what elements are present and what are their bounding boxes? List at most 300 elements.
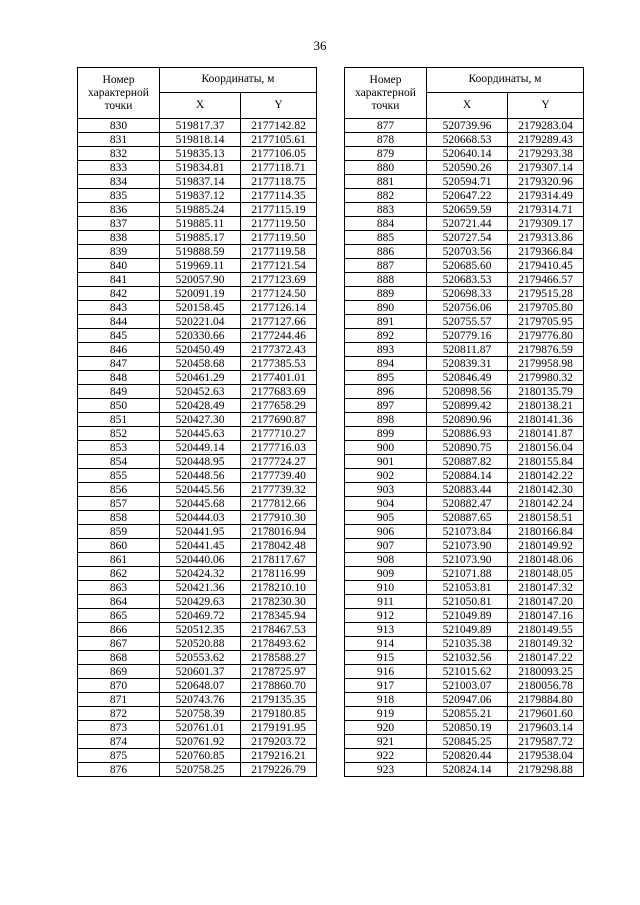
- y-coordinate-cell: 2178117.67: [241, 553, 317, 567]
- point-number-cell: 922: [345, 749, 427, 763]
- x-coordinate-cell: 520721.44: [427, 217, 508, 231]
- table-row: [78, 231, 317, 245]
- y-coordinate-cell: 2177724.27: [241, 455, 317, 469]
- table-row: [78, 413, 317, 427]
- x-coordinate-cell: 521050.81: [427, 595, 508, 609]
- point-number-cell: 862: [78, 567, 160, 581]
- y-coordinate-cell: 2180135.79: [508, 385, 584, 399]
- table-row: [345, 161, 584, 175]
- x-coordinate-cell: 519817.37: [160, 119, 241, 133]
- x-coordinate-cell: 520553.62: [160, 651, 241, 665]
- x-coordinate-cell: 520057.90: [160, 273, 241, 287]
- x-coordinate-cell: 520756.06: [427, 301, 508, 315]
- point-number-cell: 861: [78, 553, 160, 567]
- table-row: [78, 287, 317, 301]
- point-number-cell: 901: [345, 455, 427, 469]
- table-row: [78, 721, 317, 735]
- table-row: [345, 693, 584, 707]
- table-row: [78, 217, 317, 231]
- y-coordinate-cell: 2177121.54: [241, 259, 317, 273]
- x-coordinate-cell: 520441.45: [160, 539, 241, 553]
- x-coordinate-cell: 520855.21: [427, 707, 508, 721]
- y-coordinate-cell: 2179587.72: [508, 735, 584, 749]
- x-coordinate-cell: 520440.06: [160, 553, 241, 567]
- point-number-cell: 876: [78, 763, 160, 777]
- x-coordinate-cell: 520947.06: [427, 693, 508, 707]
- x-coordinate-cell: 519835.13: [160, 147, 241, 161]
- table-row: [345, 119, 584, 133]
- x-coordinate-cell: 521015.62: [427, 665, 508, 679]
- x-coordinate-cell: 520683.53: [427, 273, 508, 287]
- table-body: [78, 119, 317, 777]
- table-row: [345, 665, 584, 679]
- x-coordinate-cell: 520761.92: [160, 735, 241, 749]
- y-coordinate-cell: 2180056.78: [508, 679, 584, 693]
- x-coordinate-cell: 519837.12: [160, 189, 241, 203]
- y-coordinate-cell: 2178860.70: [241, 679, 317, 693]
- x-coordinate-cell: 520449.14: [160, 441, 241, 455]
- table-row: [78, 609, 317, 623]
- y-coordinate-cell: 2177716.03: [241, 441, 317, 455]
- table-row: [78, 679, 317, 693]
- table-row: [78, 175, 317, 189]
- point-number-cell: 916: [345, 665, 427, 679]
- point-number-cell: 850: [78, 399, 160, 413]
- table-row: [345, 721, 584, 735]
- point-number-cell: 887: [345, 259, 427, 273]
- table-row: [345, 147, 584, 161]
- y-coordinate-cell: 2179191.95: [241, 721, 317, 735]
- point-number-cell: 833: [78, 161, 160, 175]
- y-coordinate-cell: 2177710.27: [241, 427, 317, 441]
- point-number-cell: 883: [345, 203, 427, 217]
- point-number-cell: 866: [78, 623, 160, 637]
- table-row: [78, 483, 317, 497]
- x-coordinate-cell: 520428.49: [160, 399, 241, 413]
- table-row: [345, 735, 584, 749]
- table-row: [78, 693, 317, 707]
- point-number-cell: 868: [78, 651, 160, 665]
- point-number-cell: 904: [345, 497, 427, 511]
- table-row: [345, 245, 584, 259]
- point-number-cell: 902: [345, 469, 427, 483]
- x-coordinate-cell: 521003.07: [427, 679, 508, 693]
- point-number-cell: 864: [78, 595, 160, 609]
- table-row: [78, 665, 317, 679]
- header-y: Y: [241, 92, 317, 118]
- x-coordinate-cell: 520158.45: [160, 301, 241, 315]
- y-coordinate-cell: 2179314.71: [508, 203, 584, 217]
- x-coordinate-cell: 520845.25: [427, 735, 508, 749]
- y-coordinate-cell: 2177115.19: [241, 203, 317, 217]
- table-row: [345, 553, 584, 567]
- table-row: [78, 441, 317, 455]
- point-number-cell: 838: [78, 231, 160, 245]
- y-coordinate-cell: 2179366.84: [508, 245, 584, 259]
- table-row: [345, 399, 584, 413]
- x-coordinate-cell: 520427.30: [160, 413, 241, 427]
- y-coordinate-cell: 2177119.58: [241, 245, 317, 259]
- x-coordinate-cell: 519837.14: [160, 175, 241, 189]
- table-row: [345, 343, 584, 357]
- table-row: [345, 217, 584, 231]
- table-row: [345, 315, 584, 329]
- table-row: [345, 525, 584, 539]
- point-number-cell: 919: [345, 707, 427, 721]
- y-coordinate-cell: 2178042.48: [241, 539, 317, 553]
- x-coordinate-cell: 520594.71: [427, 175, 508, 189]
- point-number-cell: 918: [345, 693, 427, 707]
- point-number-cell: 881: [345, 175, 427, 189]
- x-coordinate-cell: 520668.53: [427, 133, 508, 147]
- x-coordinate-cell: 520850.19: [427, 721, 508, 735]
- x-coordinate-cell: 520601.37: [160, 665, 241, 679]
- y-coordinate-cell: 2179320.96: [508, 175, 584, 189]
- x-coordinate-cell: 520884.14: [427, 469, 508, 483]
- x-coordinate-cell: 520450.49: [160, 343, 241, 357]
- x-coordinate-cell: 520659.59: [427, 203, 508, 217]
- point-number-cell: 884: [345, 217, 427, 231]
- point-number-cell: 906: [345, 525, 427, 539]
- x-coordinate-cell: 521073.84: [427, 525, 508, 539]
- point-number-cell: 863: [78, 581, 160, 595]
- x-coordinate-cell: 520886.93: [427, 427, 508, 441]
- table-row: [345, 539, 584, 553]
- point-number-cell: 859: [78, 525, 160, 539]
- table-row: [78, 203, 317, 217]
- x-coordinate-cell: 520846.49: [427, 371, 508, 385]
- y-coordinate-cell: 2179876.59: [508, 343, 584, 357]
- point-number-cell: 831: [78, 133, 160, 147]
- y-coordinate-cell: 2180142.30: [508, 483, 584, 497]
- point-number-cell: 871: [78, 693, 160, 707]
- x-coordinate-cell: 520761.01: [160, 721, 241, 735]
- table-row: [78, 637, 317, 651]
- table-row: [345, 469, 584, 483]
- table-row: [78, 525, 317, 539]
- table-row: [345, 609, 584, 623]
- y-coordinate-cell: 2179410.45: [508, 259, 584, 273]
- table-row: [345, 581, 584, 595]
- x-coordinate-cell: 520640.14: [427, 147, 508, 161]
- x-coordinate-cell: 520685.60: [427, 259, 508, 273]
- y-coordinate-cell: 2179293.38: [508, 147, 584, 161]
- y-coordinate-cell: 2180148.06: [508, 553, 584, 567]
- point-number-cell: 892: [345, 329, 427, 343]
- y-coordinate-cell: 2180147.20: [508, 595, 584, 609]
- point-number-cell: 909: [345, 567, 427, 581]
- table-row: [345, 483, 584, 497]
- x-coordinate-cell: 520444.03: [160, 511, 241, 525]
- y-coordinate-cell: 2179466.57: [508, 273, 584, 287]
- y-coordinate-cell: 2179289.43: [508, 133, 584, 147]
- y-coordinate-cell: 2179226.79: [241, 763, 317, 777]
- x-coordinate-cell: 520760.85: [160, 749, 241, 763]
- y-coordinate-cell: 2177142.82: [241, 119, 317, 133]
- point-number-cell: 845: [78, 329, 160, 343]
- point-number-cell: 912: [345, 609, 427, 623]
- point-number-cell: 890: [345, 301, 427, 315]
- point-number-cell: 875: [78, 749, 160, 763]
- y-coordinate-cell: 2179980.32: [508, 371, 584, 385]
- table-row: [78, 469, 317, 483]
- point-number-cell: 839: [78, 245, 160, 259]
- point-number-cell: 872: [78, 707, 160, 721]
- table-row: [78, 707, 317, 721]
- y-coordinate-cell: 2178230.30: [241, 595, 317, 609]
- point-number-cell: 860: [78, 539, 160, 553]
- x-coordinate-cell: 520512.35: [160, 623, 241, 637]
- point-number-cell: 853: [78, 441, 160, 455]
- x-coordinate-cell: 520703.56: [427, 245, 508, 259]
- y-coordinate-cell: 2180155.84: [508, 455, 584, 469]
- x-coordinate-cell: 520445.63: [160, 427, 241, 441]
- x-coordinate-cell: 520839.31: [427, 357, 508, 371]
- x-coordinate-cell: 519969.11: [160, 259, 241, 273]
- header-x: X: [427, 92, 508, 118]
- x-coordinate-cell: 520445.56: [160, 483, 241, 497]
- x-coordinate-cell: 520890.75: [427, 441, 508, 455]
- x-coordinate-cell: 520882.47: [427, 497, 508, 511]
- y-coordinate-cell: 2180148.05: [508, 567, 584, 581]
- point-number-cell: 830: [78, 119, 160, 133]
- table-row: [78, 119, 317, 133]
- y-coordinate-cell: 2180166.84: [508, 525, 584, 539]
- y-coordinate-cell: 2177119.50: [241, 231, 317, 245]
- point-number-cell: 832: [78, 147, 160, 161]
- table-row: [78, 749, 317, 763]
- table-row: [345, 651, 584, 665]
- x-coordinate-cell: 520421.36: [160, 581, 241, 595]
- point-number-cell: 914: [345, 637, 427, 651]
- header-x: X: [160, 92, 241, 118]
- x-coordinate-cell: 520820.44: [427, 749, 508, 763]
- y-coordinate-cell: 2179705.80: [508, 301, 584, 315]
- point-number-cell: 847: [78, 357, 160, 371]
- table-row: [78, 651, 317, 665]
- y-coordinate-cell: 2179283.04: [508, 119, 584, 133]
- x-coordinate-cell: 521035.38: [427, 637, 508, 651]
- point-number-cell: 865: [78, 609, 160, 623]
- x-coordinate-cell: 520330.66: [160, 329, 241, 343]
- x-coordinate-cell: 519834.81: [160, 161, 241, 175]
- point-number-cell: 908: [345, 553, 427, 567]
- y-coordinate-cell: 2178467.53: [241, 623, 317, 637]
- point-number-cell: 855: [78, 469, 160, 483]
- point-number-cell: 905: [345, 511, 427, 525]
- x-coordinate-cell: 520727.54: [427, 231, 508, 245]
- x-coordinate-cell: 520452.63: [160, 385, 241, 399]
- y-coordinate-cell: 2177118.75: [241, 175, 317, 189]
- x-coordinate-cell: 520890.96: [427, 413, 508, 427]
- y-coordinate-cell: 2179314.49: [508, 189, 584, 203]
- point-number-cell: 880: [345, 161, 427, 175]
- point-number-cell: 900: [345, 441, 427, 455]
- header-y: Y: [508, 92, 584, 118]
- header-coordinates: Координаты, м: [160, 68, 317, 93]
- table-row: [78, 161, 317, 175]
- x-coordinate-cell: 521073.90: [427, 539, 508, 553]
- point-number-cell: 915: [345, 651, 427, 665]
- point-number-cell: 841: [78, 273, 160, 287]
- y-coordinate-cell: 2180141.36: [508, 413, 584, 427]
- table-row: [345, 441, 584, 455]
- y-coordinate-cell: 2177385.53: [241, 357, 317, 371]
- y-coordinate-cell: 2179601.60: [508, 707, 584, 721]
- point-number-cell: 921: [345, 735, 427, 749]
- table-row: [345, 497, 584, 511]
- x-coordinate-cell: 520221.04: [160, 315, 241, 329]
- table-row: [78, 133, 317, 147]
- page-number: 36: [313, 38, 327, 53]
- table-row: [345, 371, 584, 385]
- table-row: [345, 679, 584, 693]
- y-coordinate-cell: 2178725.97: [241, 665, 317, 679]
- table-row: [78, 511, 317, 525]
- point-number-cell: 899: [345, 427, 427, 441]
- x-coordinate-cell: 520424.32: [160, 567, 241, 581]
- y-coordinate-cell: 2180149.55: [508, 623, 584, 637]
- point-number-cell: 889: [345, 287, 427, 301]
- coordinates-table-left: [77, 67, 317, 777]
- point-number-cell: 836: [78, 203, 160, 217]
- table-row: [345, 637, 584, 651]
- table-row: [78, 427, 317, 441]
- x-coordinate-cell: 521049.89: [427, 609, 508, 623]
- table-row: [78, 735, 317, 749]
- point-number-cell: 894: [345, 357, 427, 371]
- table-row: [78, 273, 317, 287]
- y-coordinate-cell: 2177690.87: [241, 413, 317, 427]
- table-row: [345, 287, 584, 301]
- table-row: [78, 315, 317, 329]
- point-number-cell: 854: [78, 455, 160, 469]
- point-number-cell: 911: [345, 595, 427, 609]
- x-coordinate-cell: 521032.56: [427, 651, 508, 665]
- table-row: [78, 581, 317, 595]
- table-row: [345, 749, 584, 763]
- table-row: [78, 455, 317, 469]
- table-row: [78, 357, 317, 371]
- table-row: [78, 497, 317, 511]
- table-body: [345, 119, 584, 777]
- point-number-cell: 843: [78, 301, 160, 315]
- point-number-cell: 882: [345, 189, 427, 203]
- y-coordinate-cell: 2179538.04: [508, 749, 584, 763]
- y-coordinate-cell: 2180149.92: [508, 539, 584, 553]
- x-coordinate-cell: 520445.68: [160, 497, 241, 511]
- x-coordinate-cell: 521073.90: [427, 553, 508, 567]
- x-coordinate-cell: 520648.07: [160, 679, 241, 693]
- table-row: [345, 189, 584, 203]
- y-coordinate-cell: 2180149.32: [508, 637, 584, 651]
- point-number-cell: 851: [78, 413, 160, 427]
- x-coordinate-cell: 520887.82: [427, 455, 508, 469]
- x-coordinate-cell: 520743.76: [160, 693, 241, 707]
- y-coordinate-cell: 2179515.28: [508, 287, 584, 301]
- x-coordinate-cell: 520824.14: [427, 763, 508, 777]
- y-coordinate-cell: 2177739.40: [241, 469, 317, 483]
- point-number-cell: 893: [345, 343, 427, 357]
- y-coordinate-cell: 2179313.86: [508, 231, 584, 245]
- y-coordinate-cell: 2179705.95: [508, 315, 584, 329]
- table-row: [78, 343, 317, 357]
- y-coordinate-cell: 2177658.29: [241, 399, 317, 413]
- table-row: [345, 301, 584, 315]
- y-coordinate-cell: 2177126.14: [241, 301, 317, 315]
- y-coordinate-cell: 2179884.80: [508, 693, 584, 707]
- y-coordinate-cell: 2177114.35: [241, 189, 317, 203]
- table-row: [78, 301, 317, 315]
- table-row: [345, 595, 584, 609]
- x-coordinate-cell: 520739.96: [427, 119, 508, 133]
- point-number-cell: 844: [78, 315, 160, 329]
- x-coordinate-cell: 520811.87: [427, 343, 508, 357]
- y-coordinate-cell: 2180147.16: [508, 609, 584, 623]
- table-row: [78, 329, 317, 343]
- y-coordinate-cell: 2178116.99: [241, 567, 317, 581]
- y-coordinate-cell: 2177124.50: [241, 287, 317, 301]
- x-coordinate-cell: 520520.88: [160, 637, 241, 651]
- x-coordinate-cell: 520755.57: [427, 315, 508, 329]
- table-row: [345, 511, 584, 525]
- y-coordinate-cell: 2177106.05: [241, 147, 317, 161]
- y-coordinate-cell: 2177910.30: [241, 511, 317, 525]
- point-number-cell: 913: [345, 623, 427, 637]
- point-number-cell: 907: [345, 539, 427, 553]
- y-coordinate-cell: 2177683.69: [241, 385, 317, 399]
- x-coordinate-cell: 519885.11: [160, 217, 241, 231]
- table-row: [345, 413, 584, 427]
- table-row: [345, 231, 584, 245]
- y-coordinate-cell: 2180138.21: [508, 399, 584, 413]
- y-coordinate-cell: 2177105.61: [241, 133, 317, 147]
- y-coordinate-cell: 2179958.98: [508, 357, 584, 371]
- x-coordinate-cell: 519885.17: [160, 231, 241, 245]
- x-coordinate-cell: 520758.25: [160, 763, 241, 777]
- coordinates-table-right: [344, 67, 584, 777]
- x-coordinate-cell: 520883.44: [427, 483, 508, 497]
- y-coordinate-cell: 2177123.69: [241, 273, 317, 287]
- y-coordinate-cell: 2178588.27: [241, 651, 317, 665]
- point-number-cell: 842: [78, 287, 160, 301]
- point-number-cell: 869: [78, 665, 160, 679]
- x-coordinate-cell: 520758.39: [160, 707, 241, 721]
- point-number-cell: 846: [78, 343, 160, 357]
- y-coordinate-cell: 2177812.66: [241, 497, 317, 511]
- table-row: [345, 427, 584, 441]
- table-row: [345, 623, 584, 637]
- header-point-number: Номер характерной точки: [78, 68, 160, 119]
- table-row: [345, 357, 584, 371]
- table-row: [78, 399, 317, 413]
- table-row: [345, 567, 584, 581]
- x-coordinate-cell: 521053.81: [427, 581, 508, 595]
- y-coordinate-cell: 2180156.04: [508, 441, 584, 455]
- header-coordinates: Координаты, м: [427, 68, 584, 93]
- y-coordinate-cell: 2178210.10: [241, 581, 317, 595]
- table-row: [345, 707, 584, 721]
- point-number-cell: 840: [78, 259, 160, 273]
- x-coordinate-cell: 520899.42: [427, 399, 508, 413]
- x-coordinate-cell: 520887.65: [427, 511, 508, 525]
- point-number-cell: 897: [345, 399, 427, 413]
- table-row: [345, 273, 584, 287]
- y-coordinate-cell: 2177739.32: [241, 483, 317, 497]
- point-number-cell: 870: [78, 679, 160, 693]
- table-row: [345, 203, 584, 217]
- point-number-cell: 837: [78, 217, 160, 231]
